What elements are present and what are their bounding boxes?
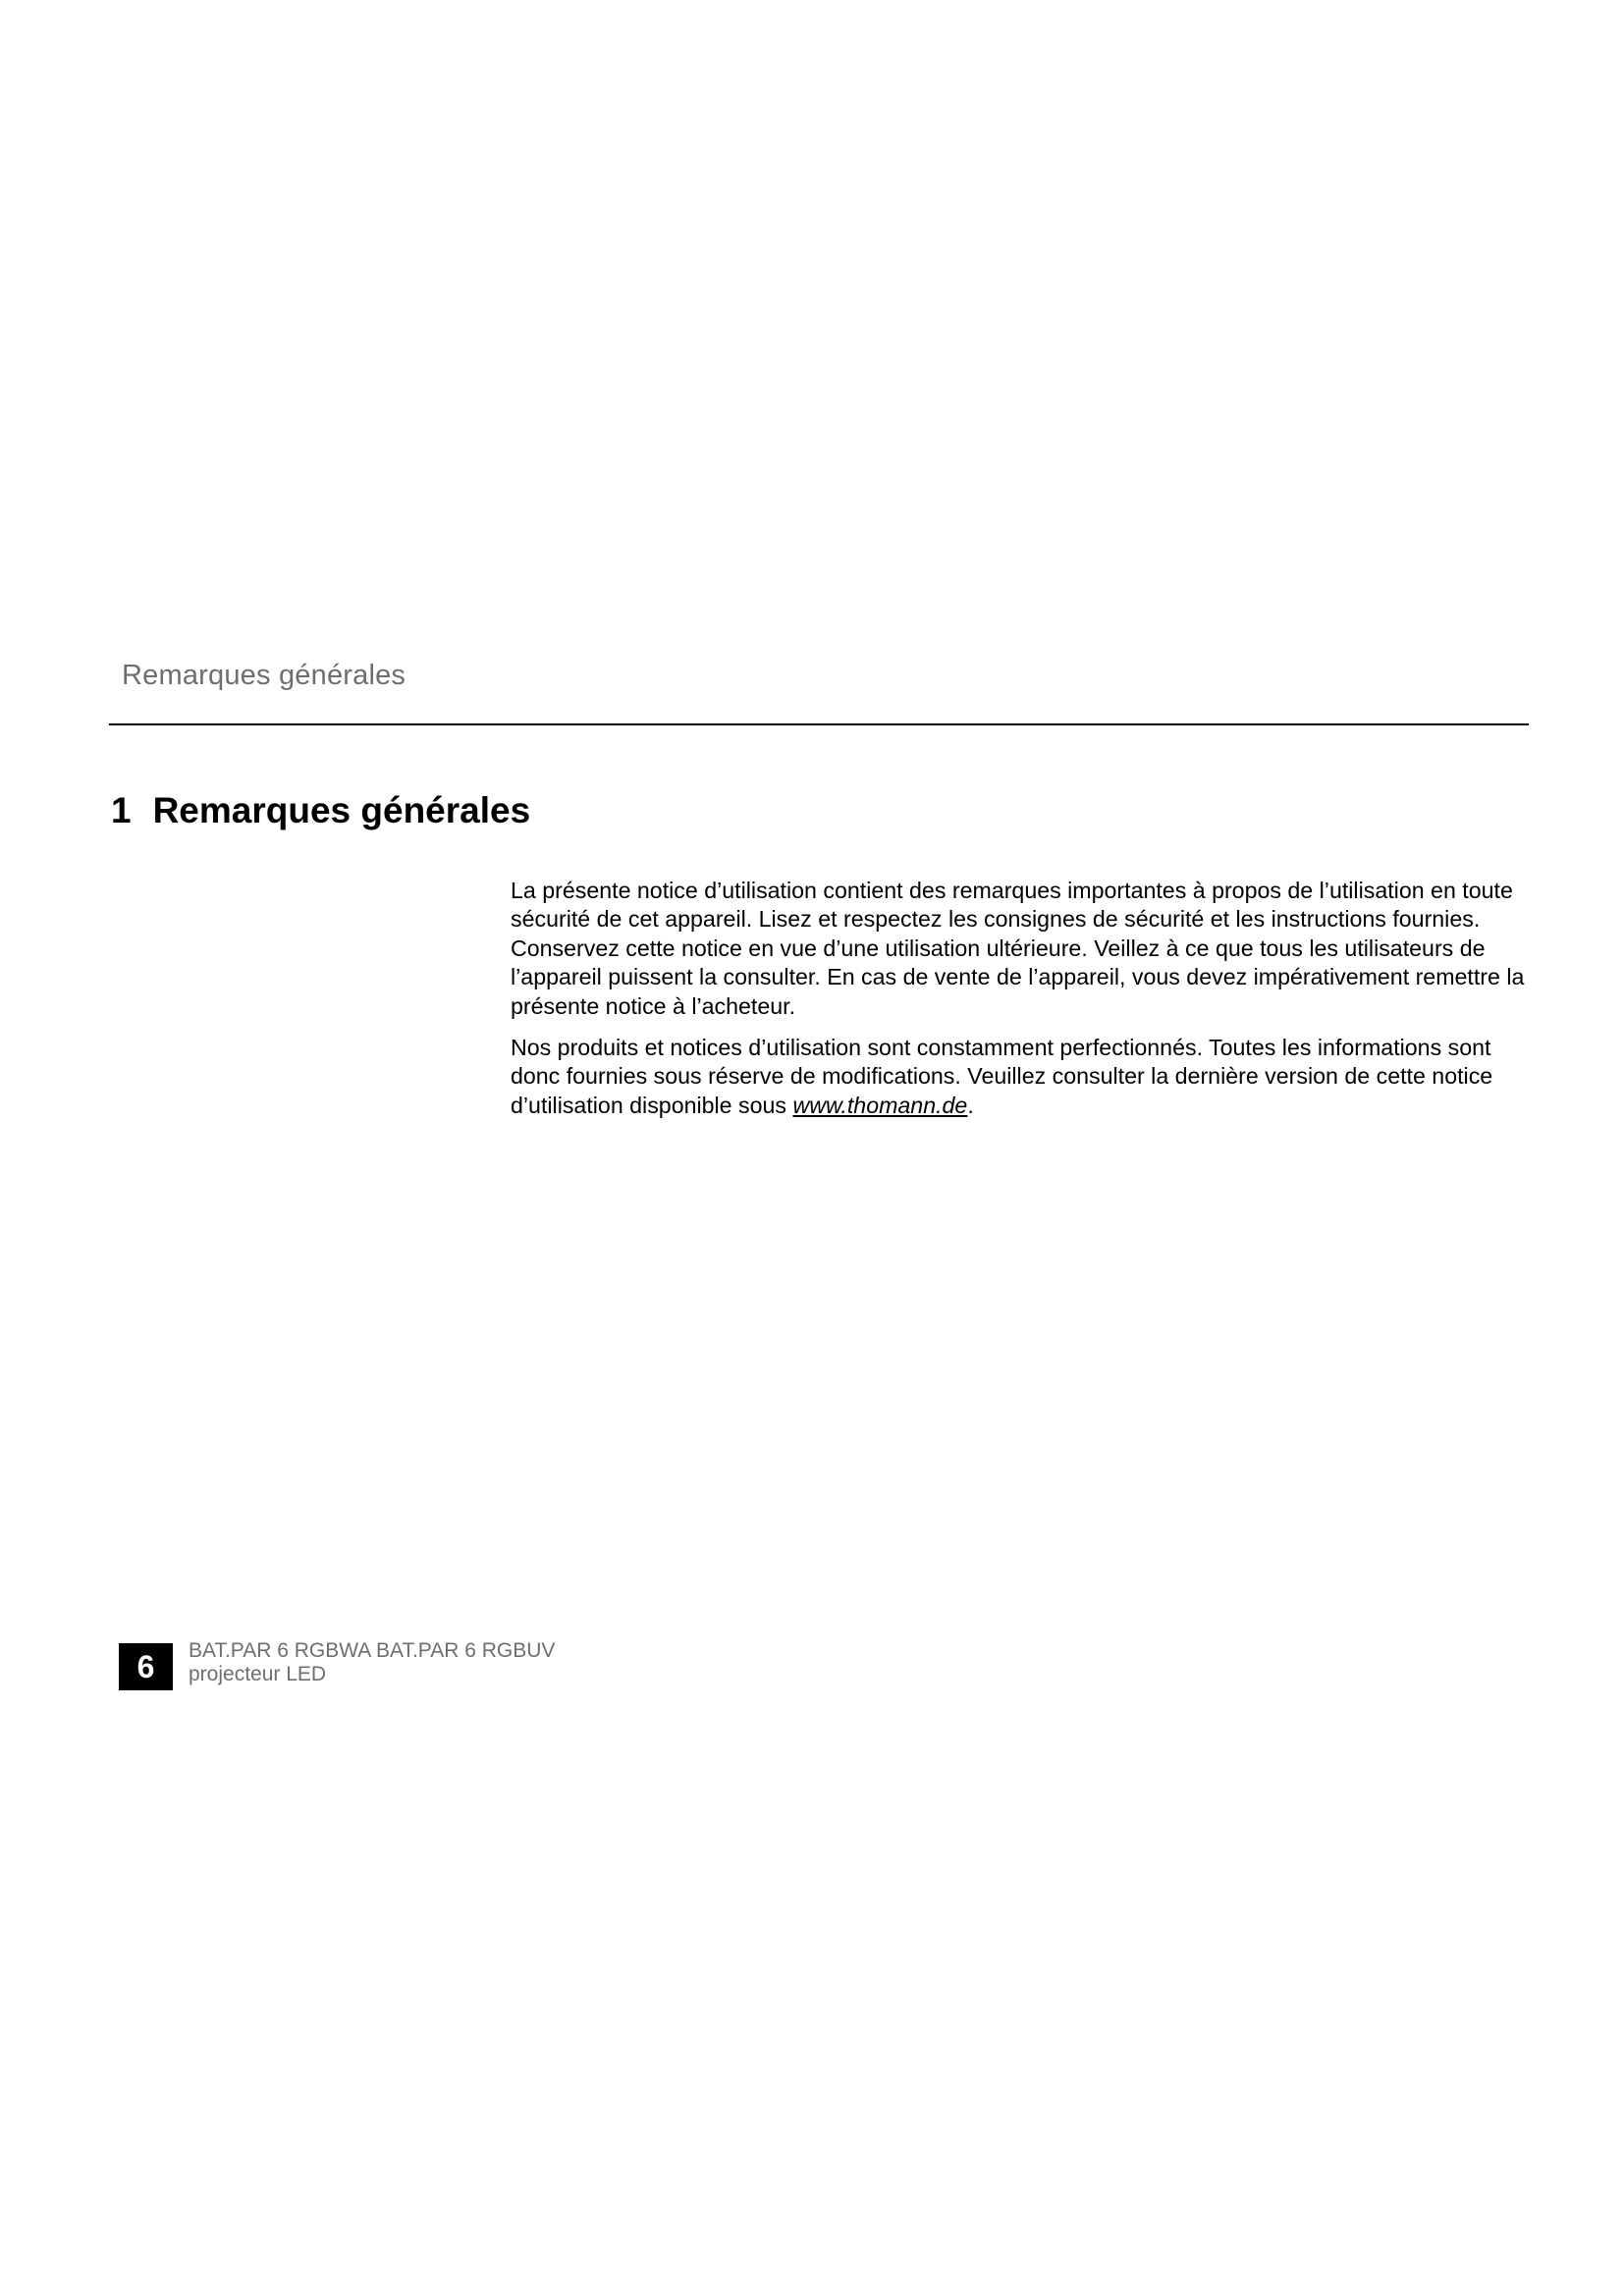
footer-product-line: BAT.PAR 6 RGBWA BAT.PAR 6 RGBUV bbox=[189, 1639, 556, 1662]
page-number-badge: 6 bbox=[119, 1643, 173, 1690]
intro-paragraph: La présente notice d’utilisation contient des remarques importantes à propos de l’utilisation en toute sécurité de cet appareil. Lisez et respectez les consignes de sécurité et les instructions fournies. Conservez cette notice en vue d’une utilisation ultérieure. Veillez à ce que tous les utilisateurs de l’appareil puissent la consulter. En cas de vente de l’appareil, vous devez impérativement remettre la présente notice à l’acheteur. bbox=[511, 878, 1525, 1019]
chapter-number: 1 bbox=[111, 790, 132, 830]
updates-paragraph-end: . bbox=[967, 1092, 974, 1118]
updates-paragraph bbox=[511, 1034, 1537, 1120]
body-content bbox=[511, 877, 1537, 1133]
footer-product-type: projecteur LED bbox=[189, 1663, 327, 1685]
footer-product-info bbox=[189, 1639, 555, 1686]
running-header: Remarques générales bbox=[122, 660, 406, 691]
updates-paragraph-text: Nos produits et notices d’utilisation sont constamment perfectionnés. Toutes les informations sont donc fournies sous réserve de modifications. Veuillez consulter la dernière version de cette notice d’utilisation disponible sous bbox=[511, 1035, 1493, 1118]
chapter-title bbox=[111, 790, 530, 831]
thomann-website-link[interactable]: www.thomann.de bbox=[792, 1092, 968, 1118]
header-divider bbox=[109, 723, 1529, 725]
chapter-title-text: Remarques générales bbox=[152, 790, 531, 830]
